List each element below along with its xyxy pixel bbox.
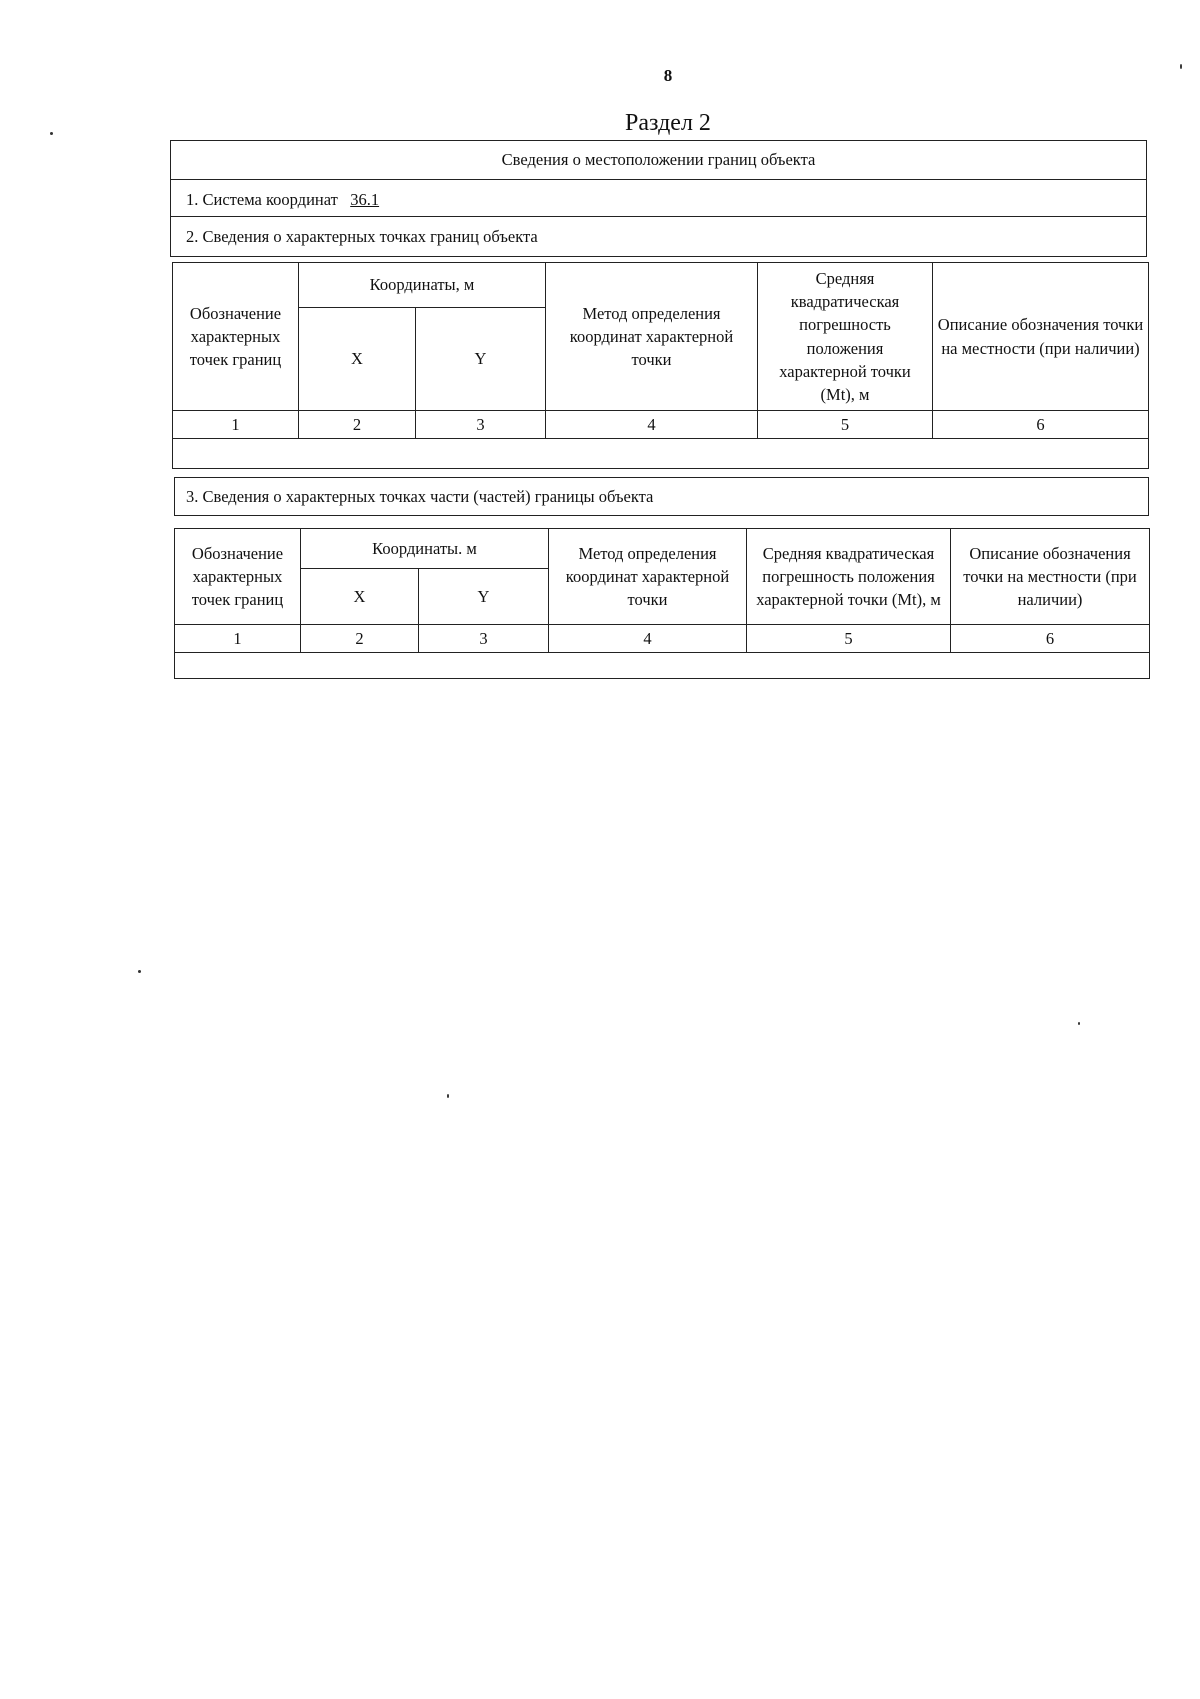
column-number: 1 [173,411,299,439]
empty-data-row [173,439,1149,469]
col-y-header: Y [419,569,549,625]
column-number: 4 [546,411,758,439]
col-designation-header: Обозначение характерных точек границ [175,529,301,625]
location-info-title: Сведения о местоположении границ объекта [501,150,816,169]
column-number: 2 [301,625,419,653]
boundary-points-table [172,262,1149,469]
coord-system-value: 36.1 [350,190,380,209]
col-coordinates-header: Координаты, м [299,263,546,308]
col-description-header: Описание обозначения точки на местности (при наличии) [951,529,1150,625]
coord-system-row [186,190,379,210]
coord-system-label: 1. Система координат [186,190,338,209]
col-y-header: Y [416,308,546,411]
col-error-header: Средняя квадратическая погрешность положения характерной точки (Mt), м [758,263,933,411]
col-method-header: Метод определения координат характерной точки [549,529,747,625]
col-error-header: Средняя квадратическая погрешность положения характерной точки (Mt), м [747,529,951,625]
col-x-header: X [299,308,416,411]
points-section-title: 2. Сведения о характерных точках границ объекта [186,227,538,246]
column-number: 4 [549,625,747,653]
column-number: 6 [933,411,1149,439]
scan-speck [1180,64,1182,69]
col-description-header: Описание обозначения точки на местности (при наличии) [933,263,1149,411]
col-method-header: Метод определения координат характерной точки [546,263,758,411]
empty-data-row [175,653,1150,679]
part-boundary-points-table [174,528,1150,679]
column-number: 5 [758,411,933,439]
column-number: 3 [416,411,546,439]
part-points-title: 3. Сведения о характерных точках части (частей) границы объекта [186,487,654,506]
col-designation-header: Обозначение характерных точек границ [173,263,299,411]
column-number: 6 [951,625,1150,653]
scan-speck [138,970,141,973]
column-number: 5 [747,625,951,653]
column-number: 3 [419,625,549,653]
col-coordinates-header: Координаты. м [301,529,549,569]
scan-speck [50,132,53,135]
col-x-header: X [301,569,419,625]
page-number: 8 [663,66,673,85]
column-number: 2 [299,411,416,439]
column-number: 1 [175,625,301,653]
scan-speck [447,1094,449,1098]
scan-speck [1078,1022,1080,1025]
section-title: Раздел 2 [625,110,711,136]
